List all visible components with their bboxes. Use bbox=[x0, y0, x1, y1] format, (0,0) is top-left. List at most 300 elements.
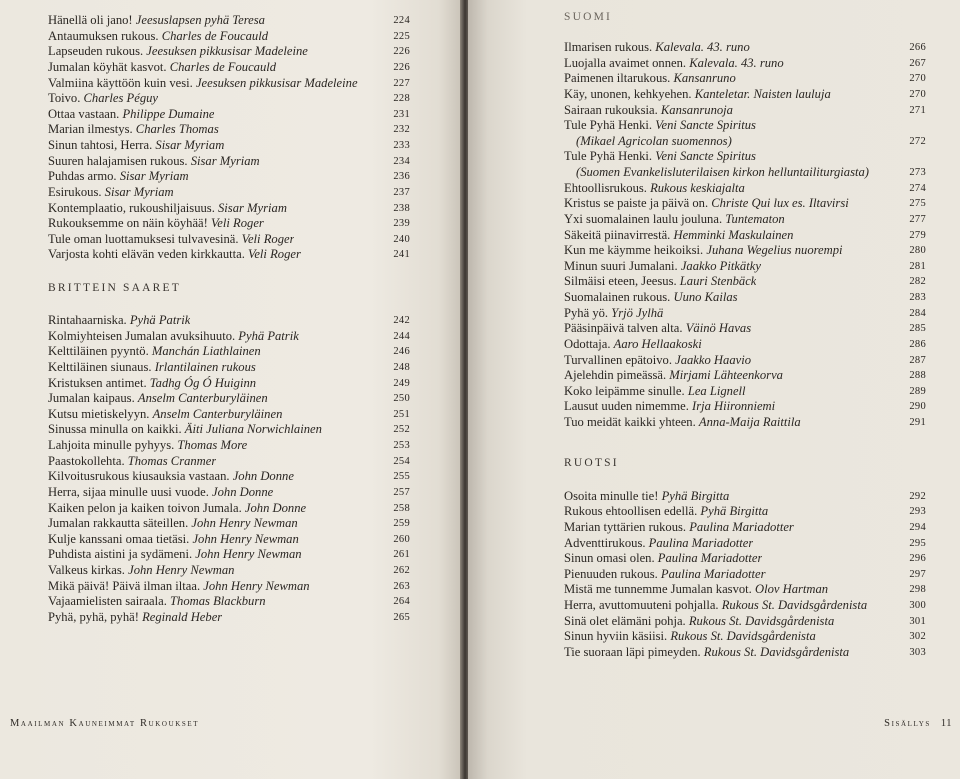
toc-entry-title: Kutsu mietiskelyyn. bbox=[48, 406, 153, 421]
toc-entry bbox=[48, 469, 410, 485]
toc-entry-author: Jaakko Pitkätky bbox=[680, 258, 761, 273]
toc-entry-title: Koko leipämme sinulle. bbox=[564, 383, 688, 398]
right-page bbox=[468, 0, 960, 779]
toc-entry-text bbox=[48, 44, 308, 60]
toc-entry-author: Sisar Myriam bbox=[104, 184, 174, 199]
toc-entry-text bbox=[48, 485, 273, 501]
toc-entry-text bbox=[48, 563, 234, 579]
toc-entry-title: Herra, sijaa minulle uusi vuode. bbox=[48, 484, 213, 499]
toc-entry-author: Christe Qui lux es. Iltavirsi bbox=[711, 196, 849, 211]
running-footer-label: Sisällys bbox=[884, 718, 931, 729]
toc-entry bbox=[48, 407, 410, 423]
toc-entry-author: Yrjö Jylhä bbox=[611, 305, 664, 320]
toc-entry bbox=[564, 415, 926, 431]
toc-entry-title: Kulje kanssani omaa tietäsi. bbox=[48, 531, 193, 546]
toc-entry-page: 234 bbox=[393, 155, 410, 167]
toc-entry bbox=[48, 185, 410, 201]
toc-entry bbox=[564, 149, 926, 180]
toc-entry bbox=[564, 582, 926, 598]
toc-entry-author: Veni Sancte Spiritus bbox=[655, 149, 756, 164]
toc-entry-author: Philippe Dumaine bbox=[122, 106, 215, 121]
toc-entry-text bbox=[48, 13, 265, 29]
toc-entry-text bbox=[48, 154, 260, 170]
toc-entry-author: Charles Péguy bbox=[83, 91, 158, 106]
toc-entry bbox=[48, 216, 410, 232]
toc-entry-text bbox=[48, 122, 219, 138]
toc-entry bbox=[564, 353, 926, 369]
toc-entry-title: Pienuuden rukous. bbox=[564, 566, 661, 581]
toc-entry-title: Tuo meidät kaikki yhteen. bbox=[564, 415, 699, 430]
toc-entry-page: 270 bbox=[909, 88, 926, 100]
toc-entry-page: 270 bbox=[909, 73, 926, 85]
toc-entry bbox=[564, 228, 926, 244]
left-toc-column bbox=[48, 13, 410, 626]
toc-entry bbox=[48, 138, 410, 154]
toc-entry-title: Ottaa vastaan. bbox=[48, 106, 123, 121]
toc-entry-title: Paastokollehta. bbox=[48, 453, 128, 468]
toc-entry-page: 237 bbox=[393, 186, 410, 198]
toc-entry-text bbox=[48, 360, 256, 376]
toc-entry-subtitle: (Mikael Agricolan suomennos) bbox=[576, 133, 732, 148]
toc-entry bbox=[564, 614, 926, 630]
toc-entry bbox=[48, 313, 410, 329]
toc-entry-text bbox=[564, 520, 794, 536]
toc-list-britain bbox=[48, 313, 410, 626]
toc-entry-text bbox=[564, 149, 869, 180]
toc-entry bbox=[48, 454, 410, 470]
toc-entry-text bbox=[564, 551, 762, 567]
toc-entry-title: Lausut uuden nimemme. bbox=[564, 399, 693, 414]
toc-entry-title: Pyhä yö. bbox=[564, 305, 612, 320]
toc-entry bbox=[48, 13, 410, 29]
toc-entry-title: Rukouksemme on näin köyhää! bbox=[48, 216, 211, 231]
toc-entry-title: Jumalan rakkautta säteillen. bbox=[48, 516, 192, 531]
toc-entry-text bbox=[48, 329, 299, 345]
toc-entry-page: 227 bbox=[393, 77, 410, 89]
toc-entry bbox=[48, 579, 410, 595]
toc-entry-page: 232 bbox=[393, 124, 410, 136]
toc-entry-author: Jeesuksen pikkusisar Madeleine bbox=[195, 75, 358, 90]
toc-entry-page: 236 bbox=[393, 171, 410, 183]
toc-entry-title: Ehtoollisrukous. bbox=[564, 180, 651, 195]
toc-entry-page: 250 bbox=[393, 393, 410, 405]
toc-entry-text bbox=[48, 247, 301, 263]
toc-entry-page: 254 bbox=[393, 455, 410, 467]
toc-entry-text bbox=[564, 567, 766, 583]
toc-entry-author: John Henry Newman bbox=[203, 578, 310, 593]
toc-entry-text bbox=[564, 536, 753, 552]
toc-entry-title: Osoita minulle tie! bbox=[564, 488, 662, 503]
toc-entry-author: John Donne bbox=[244, 500, 307, 515]
toc-entry-author: Thomas Cranmer bbox=[127, 453, 217, 468]
toc-entry bbox=[48, 422, 410, 438]
toc-entry bbox=[48, 485, 410, 501]
toc-entry-text bbox=[564, 56, 784, 72]
toc-entry-page: 252 bbox=[393, 424, 410, 436]
toc-entry-page: 295 bbox=[909, 537, 926, 549]
toc-entry-page: 251 bbox=[393, 408, 410, 420]
toc-entry-title: Jumalan kaipaus. bbox=[48, 391, 138, 406]
toc-entry-title: Sairaan rukouksia. bbox=[564, 102, 661, 117]
toc-entry-author: Mirjami Lähteenkorva bbox=[669, 368, 783, 383]
toc-entry-text bbox=[564, 212, 785, 228]
toc-entry-author: Lauri Stenbäck bbox=[679, 274, 757, 289]
toc-entry bbox=[48, 547, 410, 563]
toc-entry-page: 233 bbox=[393, 140, 410, 151]
toc-list-sweden bbox=[564, 489, 926, 661]
toc-entry-text bbox=[564, 582, 828, 598]
toc-entry-page: 225 bbox=[393, 30, 410, 42]
toc-entry-text bbox=[564, 306, 663, 322]
toc-entry bbox=[564, 71, 926, 87]
toc-entry-author: Charles de Foucauld bbox=[161, 28, 269, 43]
toc-entry bbox=[564, 103, 926, 119]
toc-entry-title: Sinussa minulla on kaikki. bbox=[48, 422, 185, 437]
toc-entry-title: Lapseuden rukous. bbox=[48, 44, 147, 59]
toc-entry-page: 301 bbox=[909, 615, 926, 627]
toc-entry bbox=[48, 344, 410, 360]
toc-entry-author: John Henry Newman bbox=[191, 516, 298, 531]
toc-entry-title: Mistä me tunnemme Jumalan kasvot. bbox=[564, 582, 755, 597]
toc-entry-text bbox=[564, 415, 801, 431]
toc-entry bbox=[564, 551, 926, 567]
toc-entry bbox=[48, 516, 410, 532]
toc-entry-author: Veli Roger bbox=[241, 231, 295, 246]
toc-entry-page: 277 bbox=[909, 213, 926, 225]
toc-entry-author: Rukous keskiajalta bbox=[650, 180, 745, 195]
toc-entry-title: Silmäisi eteen, Jeesus. bbox=[564, 274, 680, 289]
toc-entry-page: 244 bbox=[393, 330, 410, 342]
toc-entry-title: Ajelehdin pimeässä. bbox=[564, 368, 670, 383]
toc-entry-subtitle: (Suomen Evankelisluterilaisen kirkon helluntailiturgiasta) bbox=[576, 165, 869, 180]
toc-entry-text bbox=[564, 384, 746, 400]
toc-entry-page: 273 bbox=[909, 167, 926, 179]
toc-entry-author: Sisar Myriam bbox=[155, 138, 225, 152]
toc-entry bbox=[48, 532, 410, 548]
toc-entry-text bbox=[48, 376, 256, 392]
toc-entry-text bbox=[564, 243, 843, 259]
toc-entry bbox=[48, 169, 410, 185]
toc-entry-text bbox=[564, 598, 867, 614]
toc-entry-text bbox=[564, 259, 761, 275]
toc-entry-text bbox=[564, 228, 793, 244]
toc-entry-author: Väinö Havas bbox=[685, 321, 752, 336]
toc-entry-author: Paulina Mariadotter bbox=[660, 566, 766, 581]
toc-entry-author: Anna-Maija Raittila bbox=[698, 415, 801, 430]
toc-entry-page: 264 bbox=[393, 596, 410, 608]
toc-entry-text bbox=[48, 138, 224, 154]
toc-entry-text bbox=[564, 645, 849, 661]
toc-entry-title: Kaiken pelon ja kaiken toivon Jumala. bbox=[48, 500, 245, 515]
toc-entry-title: Turvallinen epätoivo. bbox=[564, 352, 676, 367]
toc-entry-title: Kilvoitusrukous kiusauksia vastaan. bbox=[48, 469, 233, 484]
toc-entry bbox=[564, 56, 926, 72]
toc-entry-title: Sinun tahtosi, Herra. bbox=[48, 138, 156, 152]
toc-entry-text bbox=[48, 107, 214, 123]
toc-entry-page: 261 bbox=[393, 549, 410, 561]
toc-entry-author: Jaakko Haavio bbox=[675, 352, 752, 367]
toc-entry-text bbox=[564, 337, 702, 353]
toc-entry-page: 248 bbox=[393, 361, 410, 373]
toc-entry-title: Kelttiläinen siunaus. bbox=[48, 359, 155, 374]
toc-entry-page: 300 bbox=[909, 600, 926, 612]
toc-entry-title: Esirukous. bbox=[48, 184, 105, 199]
toc-entry-title: Tie suoraan läpi pimeyden. bbox=[564, 644, 704, 659]
toc-entry bbox=[564, 40, 926, 56]
toc-entry-author: Kanteletar. Naisten lauluja bbox=[694, 86, 831, 101]
toc-entry-title: Kontemplaatio, rukoushiljaisuus. bbox=[48, 200, 218, 215]
toc-entry-title: Kolmiyhteisen Jumalan avuksihuuto. bbox=[48, 328, 239, 343]
toc-entry bbox=[48, 360, 410, 376]
toc-entry bbox=[564, 399, 926, 415]
toc-entry-title: Puhdista aistini ja sydämeni. bbox=[48, 547, 196, 562]
toc-entry-author: John Henry Newman bbox=[128, 563, 235, 577]
toc-entry-text bbox=[564, 71, 736, 87]
running-footer-title: Maailman Kauneimmat Rukoukset bbox=[10, 718, 200, 729]
toc-entry-text bbox=[48, 60, 276, 76]
toc-entry-page: 265 bbox=[393, 611, 410, 623]
toc-entry-text bbox=[564, 87, 831, 103]
toc-entry-page: 296 bbox=[909, 553, 926, 565]
toc-entry-text bbox=[48, 422, 322, 438]
toc-entry-text bbox=[48, 185, 174, 201]
toc-entry-title: Lahjoita minulle pyhyys. bbox=[48, 438, 178, 452]
toc-entry-page: 249 bbox=[393, 377, 410, 389]
toc-entry-title: Vajaamielisten sairaala. bbox=[48, 594, 171, 609]
toc-entry-title: Mikä päivä! Päivä ilman iltaa. bbox=[48, 578, 204, 593]
toc-entry-author: Aaro Hellaakoski bbox=[613, 336, 702, 351]
toc-entry-text bbox=[48, 344, 261, 360]
toc-entry-author: Rukous St. Davidsgårdenista bbox=[721, 598, 868, 613]
toc-entry-title: Marian tyttärien rukous. bbox=[564, 519, 690, 534]
toc-entry-title: Luojalla avaimet onnen. bbox=[564, 55, 690, 70]
toc-entry bbox=[564, 181, 926, 197]
toc-entry-page: 290 bbox=[909, 401, 926, 413]
right-toc-column bbox=[564, 40, 926, 661]
toc-entry-title: Puhdas armo. bbox=[48, 169, 120, 184]
toc-entry bbox=[564, 274, 926, 290]
toc-entry-author: Pyhä Patrik bbox=[129, 313, 191, 327]
toc-entry-text bbox=[564, 274, 756, 290]
toc-entry-page: 263 bbox=[393, 580, 410, 592]
toc-entry-text bbox=[48, 201, 287, 217]
toc-entry-text bbox=[48, 454, 216, 470]
toc-entry-author: Rukous St. Davidsgårdenista bbox=[688, 613, 835, 628]
toc-entry-page: 294 bbox=[909, 521, 926, 533]
toc-entry-text bbox=[48, 391, 268, 407]
toc-entry-page: 281 bbox=[909, 260, 926, 272]
toc-entry-title: Sinun hyviin käsiisi. bbox=[564, 629, 671, 644]
toc-entry-page: 255 bbox=[393, 471, 410, 483]
section-heading-finland: SUOMI bbox=[564, 11, 613, 23]
toc-entry-author: Juhana Wegelius nuorempi bbox=[706, 243, 843, 258]
toc-entry bbox=[48, 91, 410, 107]
page-number: 11 bbox=[940, 718, 952, 729]
toc-entry-author: Anselm Canterburyläinen bbox=[152, 406, 283, 421]
toc-entry-text bbox=[48, 610, 222, 626]
toc-entry-page: 286 bbox=[909, 338, 926, 350]
toc-entry-page: 226 bbox=[393, 61, 410, 73]
toc-entry-page: 275 bbox=[909, 198, 926, 210]
toc-entry-page: 266 bbox=[909, 42, 926, 53]
toc-entry-title: Marian ilmestys. bbox=[48, 122, 136, 137]
toc-entry-text bbox=[48, 407, 282, 423]
toc-entry-title: Sinun omasi olen. bbox=[564, 551, 658, 566]
toc-entry bbox=[564, 489, 926, 505]
toc-entry bbox=[564, 212, 926, 228]
toc-entry-text bbox=[48, 579, 310, 595]
toc-entry bbox=[564, 118, 926, 149]
toc-entry bbox=[48, 376, 410, 392]
toc-entry bbox=[564, 645, 926, 661]
toc-entry-page: 293 bbox=[909, 506, 926, 518]
toc-entry-text bbox=[564, 321, 751, 337]
toc-entry bbox=[564, 598, 926, 614]
toc-entry-author: Veni Sancte Spiritus bbox=[655, 118, 756, 133]
toc-entry-title: Kristuksen antimet. bbox=[48, 375, 150, 390]
toc-entry bbox=[564, 520, 926, 536]
toc-entry-title: Toivo. bbox=[48, 91, 84, 106]
toc-entry-page: 260 bbox=[393, 533, 410, 545]
toc-entry bbox=[48, 76, 410, 92]
toc-entry bbox=[48, 329, 410, 345]
toc-entry-author: Veli Roger bbox=[211, 216, 264, 231]
toc-entry-text bbox=[48, 547, 302, 563]
toc-entry bbox=[564, 536, 926, 552]
toc-entry-page: 282 bbox=[909, 276, 926, 288]
toc-entry-page: 271 bbox=[909, 104, 926, 116]
toc-entry-page: 258 bbox=[393, 502, 410, 514]
toc-entry-author: Reginald Heber bbox=[142, 609, 223, 624]
toc-entry bbox=[48, 154, 410, 170]
toc-entry-author: Pyhä Birgitta bbox=[661, 488, 730, 503]
toc-entry-page: 284 bbox=[909, 307, 926, 319]
toc-entry-author: Tadhg Óg Ó Huiginn bbox=[149, 375, 257, 390]
toc-entry-text bbox=[564, 504, 768, 520]
toc-entry-text bbox=[564, 489, 729, 505]
section-heading-sweden: RUOTSI bbox=[564, 456, 619, 469]
toc-entry-text bbox=[48, 216, 264, 232]
toc-entry-author: Paulina Mariadotter bbox=[689, 519, 794, 534]
toc-entry bbox=[48, 232, 410, 248]
toc-entry-text bbox=[564, 103, 733, 119]
toc-entry-text bbox=[48, 501, 306, 517]
toc-entry bbox=[564, 337, 926, 353]
toc-entry-author: Olov Hartman bbox=[754, 582, 829, 597]
toc-entry bbox=[564, 368, 926, 384]
toc-entry bbox=[48, 44, 410, 60]
toc-entry-page: 297 bbox=[909, 568, 926, 580]
toc-entry-author: Pyhä Patrik bbox=[238, 328, 299, 343]
toc-entry-title: Kun me käymme heikoiksi. bbox=[564, 243, 707, 258]
toc-entry bbox=[564, 87, 926, 103]
toc-entry-text bbox=[48, 313, 190, 329]
toc-entry bbox=[48, 610, 410, 626]
toc-entry-text bbox=[48, 76, 358, 92]
toc-entry-title: Sinä olet elämäni pohja. bbox=[564, 613, 689, 628]
toc-entry-text bbox=[48, 516, 298, 532]
toc-entry-title: Tule oman luottamuksesi tulvavesinä. bbox=[48, 231, 242, 246]
toc-entry-author: John Henry Newman bbox=[192, 531, 299, 546]
toc-entry-title: Antaumuksen rukous. bbox=[48, 28, 162, 43]
toc-entry-page: 303 bbox=[909, 646, 926, 658]
toc-entry-title: Säkeitä piinavirrestä. bbox=[564, 227, 674, 242]
toc-entry-page: 283 bbox=[909, 292, 926, 304]
toc-entry bbox=[48, 122, 410, 138]
toc-entry-title: Yxi suomalainen laulu jouluna. bbox=[564, 211, 726, 226]
toc-entry-author: John Henry Newman bbox=[195, 547, 302, 562]
toc-entry-author: Thomas Blackburn bbox=[170, 594, 266, 609]
toc-entry-author: Pyhä Birgitta bbox=[700, 504, 769, 519]
toc-entry bbox=[564, 384, 926, 400]
toc-entry-title: Kristus se paiste ja päivä on. bbox=[564, 196, 712, 211]
toc-entry-page: 280 bbox=[909, 245, 926, 257]
toc-entry-page: 302 bbox=[909, 631, 926, 643]
toc-entry-page: 257 bbox=[393, 486, 410, 498]
toc-entry-text bbox=[564, 196, 849, 212]
toc-entry-page: 274 bbox=[909, 182, 926, 194]
toc-entry-author: Paulina Mariadotter bbox=[657, 551, 763, 566]
toc-entry-title: Suomalainen rukous. bbox=[564, 290, 674, 305]
toc-entry-title: Paimenen iltarukous. bbox=[564, 71, 674, 86]
toc-entry-page: 231 bbox=[393, 108, 410, 120]
toc-entry-title: Tule Pyhä Henki. bbox=[564, 118, 656, 133]
toc-entry-title: Pääsinpäivä talven alta. bbox=[564, 321, 686, 336]
toc-entry bbox=[48, 563, 410, 579]
toc-entry-author: John Donne bbox=[232, 469, 294, 484]
toc-entry-title: Suuren halajamisen rukous. bbox=[48, 153, 191, 168]
toc-entry-page: 242 bbox=[393, 315, 410, 326]
toc-entry-title: Jumalan köyhät kasvot. bbox=[48, 59, 170, 74]
toc-entry bbox=[48, 594, 410, 610]
toc-entry-text bbox=[564, 353, 751, 369]
toc-entry-text bbox=[564, 629, 816, 645]
toc-entry-text bbox=[564, 614, 834, 630]
toc-list-top bbox=[48, 13, 410, 263]
toc-entry-text bbox=[564, 399, 775, 415]
toc-entry-author: Sisar Myriam bbox=[190, 153, 260, 168]
toc-entry-author: Rukous St. Davidsgårdenista bbox=[670, 629, 816, 644]
toc-entry-text bbox=[564, 181, 745, 197]
toc-entry-page: 267 bbox=[909, 57, 926, 69]
toc-entry-text bbox=[48, 532, 299, 548]
toc-entry-page: 246 bbox=[393, 346, 410, 358]
toc-entry-text bbox=[48, 594, 266, 610]
toc-entry-author: Lea Lignell bbox=[687, 383, 746, 398]
toc-entry-page: 287 bbox=[909, 354, 926, 366]
toc-entry bbox=[564, 321, 926, 337]
toc-entry-author: Veli Roger bbox=[248, 247, 301, 262]
toc-entry bbox=[564, 504, 926, 520]
running-footer-right bbox=[884, 718, 952, 729]
toc-entry-title: Valmiina käyttöön kuin vesi. bbox=[48, 75, 196, 90]
toc-entry-text bbox=[564, 290, 738, 306]
toc-entry-title: Valkeus kirkas. bbox=[48, 563, 129, 577]
toc-entry-author: Jeesuslapsen pyhä Teresa bbox=[135, 13, 265, 27]
toc-entry-title: Minun suuri Jumalani. bbox=[564, 258, 681, 273]
left-page bbox=[0, 0, 462, 779]
toc-entry-title: Käy, unonen, kehkyehen. bbox=[564, 86, 695, 101]
toc-entry-page: 253 bbox=[393, 440, 410, 451]
toc-entry-title: Ilmarisen rukous. bbox=[564, 40, 656, 54]
toc-entry-author: Hemminki Maskulainen bbox=[673, 227, 794, 242]
toc-entry-text bbox=[48, 232, 294, 248]
toc-entry-author: Manchán Liathlainen bbox=[151, 344, 261, 359]
toc-entry-author: Charles Thomas bbox=[135, 122, 219, 137]
toc-entry-title: Rintahaarniska. bbox=[48, 313, 130, 327]
toc-entry-title: Herra, avuttomuuteni pohjalla. bbox=[564, 598, 722, 613]
toc-entry bbox=[564, 290, 926, 306]
